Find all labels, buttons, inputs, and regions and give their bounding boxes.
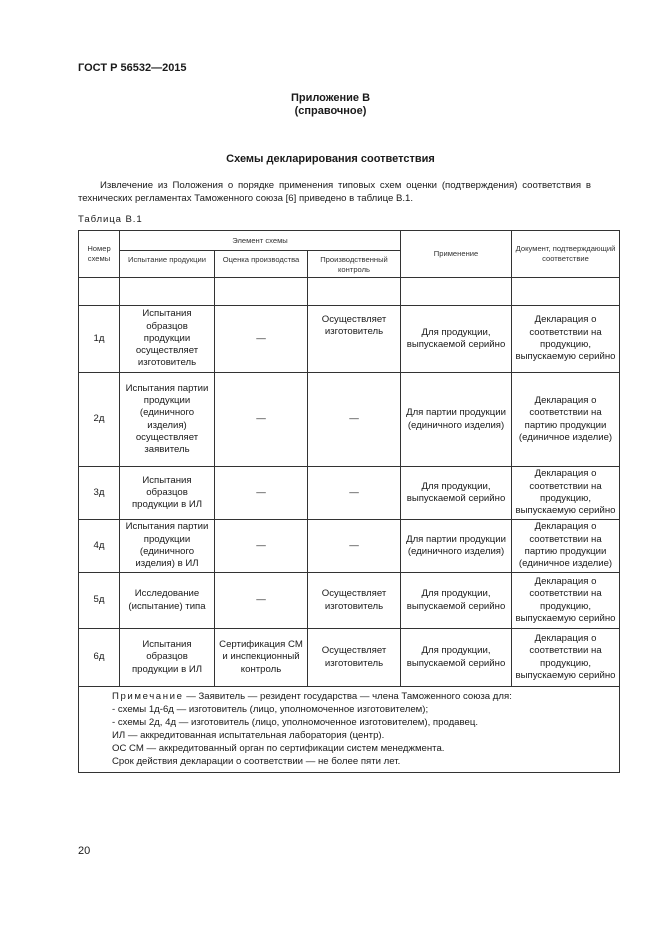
document-cell: Декларация о соответствии на партию продукции (единичное изделие) xyxy=(512,373,620,467)
scheme-number: 2д xyxy=(79,373,120,467)
table-row xyxy=(79,520,620,573)
note-line: Срок действия декларации о соответствии — не более пяти лет. xyxy=(112,756,401,767)
header-number: Номер схемы xyxy=(79,231,120,278)
scheme-number: 4д xyxy=(79,520,120,573)
note-line: - схемы 2д, 4д — изготовитель (лицо, уполномоченное изготовителем), продавец. xyxy=(112,717,478,728)
header-production-control: Производственный контроль xyxy=(308,251,401,278)
control-cell: — xyxy=(308,467,401,520)
scheme-number: 3д xyxy=(79,467,120,520)
table-row xyxy=(79,306,620,373)
header-application: Применение xyxy=(401,231,512,278)
note-first-line xyxy=(112,690,615,703)
assessment-cell: — xyxy=(215,520,308,573)
table-row xyxy=(79,467,620,520)
control-cell: Осуществляет изготовитель xyxy=(308,306,401,373)
document-cell: Декларация о соответствии на партию продукции (единичное изделие) xyxy=(512,520,620,573)
testing-cell: Испытания партии продукции (единичного изделия) осуществляет заявитель xyxy=(120,373,215,467)
document-cell: Декларация о соответствии на продукцию, выпускаемую серийно xyxy=(512,306,620,373)
header-testing: Испытание продукции xyxy=(120,251,215,278)
spacer-cell xyxy=(120,278,215,306)
standard-number: ГОСТ Р 56532—2015 xyxy=(78,62,187,74)
header-assessment: Оценка производства xyxy=(215,251,308,278)
testing-cell: Исследование (испытание) типа xyxy=(120,573,215,629)
intro-paragraph: Извлечение из Положения о порядке применения типовых схем оценки (подтверждения) соответствия в технических регламентах Таможенного союза [6] приведено в таблице В.1. xyxy=(78,180,591,204)
assessment-cell: — xyxy=(215,467,308,520)
spacer-cell xyxy=(401,278,512,306)
table-row xyxy=(79,629,620,687)
spacer-cell xyxy=(308,278,401,306)
appendix-subtitle: (справочное) xyxy=(294,105,367,117)
application-cell: Для продукции, выпускаемой серийно xyxy=(401,306,512,373)
application-cell: Для продукции, выпускаемой серийно xyxy=(401,467,512,520)
header-spacer-row xyxy=(79,278,620,306)
note-line: ИЛ — аккредитованная испытательная лаборатория (центр). xyxy=(112,730,385,741)
application-cell: Для продукции, выпускаемой серийно xyxy=(401,573,512,629)
scheme-number: 1д xyxy=(79,306,120,373)
header-document: Документ, подтверждающий соответствие xyxy=(512,231,620,278)
assessment-cell: Сертификация СМ и инспекционный контроль xyxy=(215,629,308,687)
document-cell: Декларация о соответствии на продукцию, выпускаемую серийно xyxy=(512,467,620,520)
note-line: - схемы 1д-6д — изготовитель (лицо, уполномоченное изготовителем); xyxy=(112,704,429,715)
scheme-number: 5д xyxy=(79,573,120,629)
control-cell: — xyxy=(308,520,401,573)
table-note-row xyxy=(79,687,620,773)
table-row xyxy=(79,573,620,629)
testing-cell: Испытания образцов продукции осуществляет изготовитель xyxy=(120,306,215,373)
assessment-cell: — xyxy=(215,573,308,629)
appendix-heading xyxy=(0,92,661,118)
assessment-cell: — xyxy=(215,306,308,373)
spacer-cell xyxy=(79,278,120,306)
assessment-cell: — xyxy=(215,373,308,467)
note-label: Примечание xyxy=(112,691,184,702)
appendix-title: Приложение В xyxy=(290,92,371,104)
spacer-cell xyxy=(512,278,620,306)
table-note xyxy=(79,687,620,773)
testing-cell: Испытания образцов продукции в ИЛ xyxy=(120,467,215,520)
testing-cell: Испытания образцов продукции в ИЛ xyxy=(120,629,215,687)
spacer-cell xyxy=(215,278,308,306)
page-number: 20 xyxy=(78,845,91,857)
control-cell: — xyxy=(308,373,401,467)
table-label: Таблица В.1 xyxy=(78,214,143,225)
control-cell: Осуществляет изготовитель xyxy=(308,573,401,629)
section-title: Схемы декларирования соответствия xyxy=(226,153,435,165)
testing-cell: Испытания партии продукции (единичного изделия) в ИЛ xyxy=(120,520,215,573)
note-intro: — Заявитель — резидент государства — члена Таможенного союза для: xyxy=(183,691,512,702)
application-cell: Для партии продукции (единичного изделия) xyxy=(401,520,512,573)
header-element: Элемент схемы xyxy=(120,231,401,251)
application-cell: Для партии продукции (единичного изделия) xyxy=(401,373,512,467)
scheme-number: 6д xyxy=(79,629,120,687)
control-cell: Осуществляет изготовитель xyxy=(308,629,401,687)
table-row xyxy=(79,373,620,467)
application-cell: Для продукции, выпускаемой серийно xyxy=(401,629,512,687)
document-cell: Декларация о соответствии на продукцию, выпускаемую серийно xyxy=(512,629,620,687)
schemes-table xyxy=(78,230,620,773)
document-cell: Декларация о соответствии на продукцию, выпускаемую серийно xyxy=(512,573,620,629)
note-line: ОС СМ — аккредитованный орган по сертификации систем менеджмента. xyxy=(112,743,445,754)
